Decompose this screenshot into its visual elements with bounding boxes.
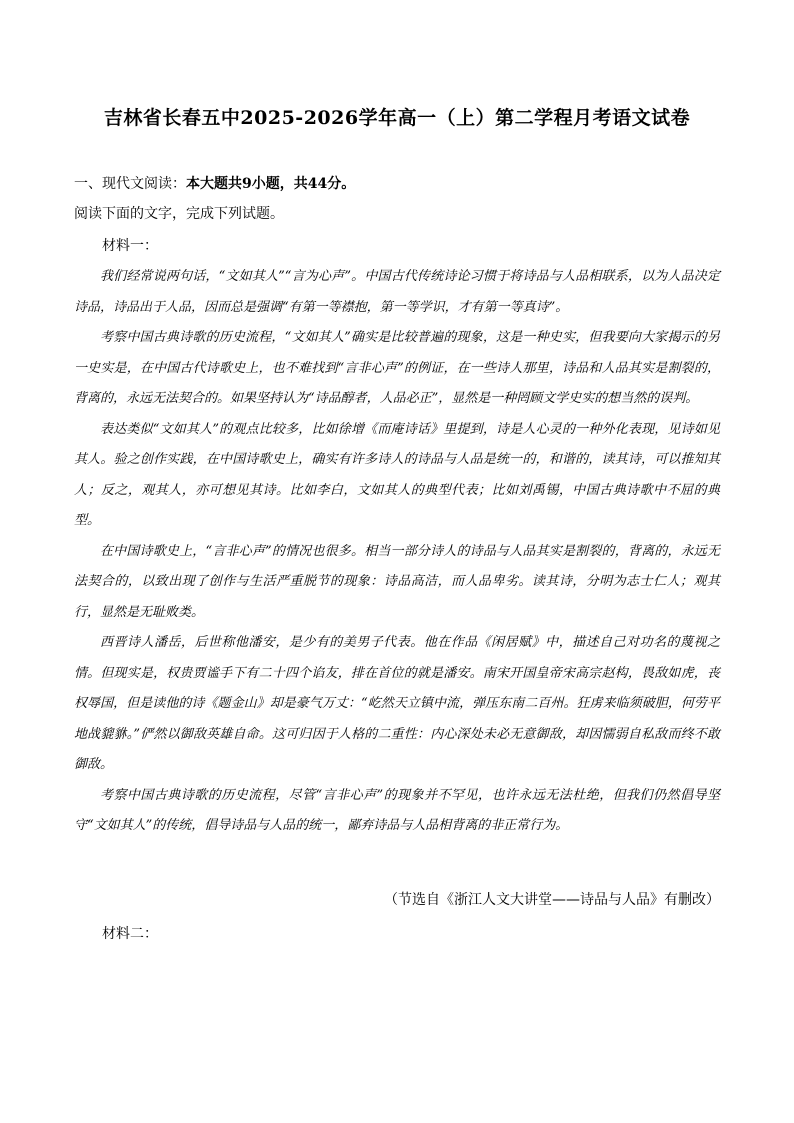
paragraph: 考察中国古典诗歌的历史流程，“文如其人”确实是比较普遍的现象，这是一种史实，但我要向大家揭示的另一史实是，在中国古代诗歌史上，也不难找到“言非心声”的例证，在一些诗人那里，诗品和人品其实是割裂的，背离的，永远无法契合的。如果坚持认为“诗品醇者，人品必正”，显然是一种罔顾文学史实的想当然的误判。 xyxy=(74,330,720,406)
material-two-label: 材料二： xyxy=(102,926,158,942)
material-one-label: 材料一： xyxy=(102,238,158,254)
paragraph: 我们经常说两句话，“文如其人”“言为心声”。中国古代传统诗论习惯于将诗品与人品相联系，以为人品决定诗品，诗品出于人品，因而总是强调“有第一等襟抱，第一等学识，才有第一等真诗”。 xyxy=(74,269,720,315)
material-one-body xyxy=(74,262,720,842)
reading-instruction: 阅读下面的文字，完成下列试题。 xyxy=(74,206,284,222)
paragraph: 表达类似“文如其人”的观点比较多，比如徐增《而庵诗话》里提到，诗是人心灵的一种外化表现，见诗如见其人。验之创作实践，在中国诗歌史上，确实有许多诗人的诗品与人品是统一的，和谐的，读其诗，可以推知其人；反之，观其人，亦可想见其诗。比如李白，文如其人的典型代表；比如刘禹锡，中国古典诗歌中不屈的典型。 xyxy=(74,421,720,528)
paragraph: 西晋诗人潘岳，后世称他潘安，是少有的美男子代表。他在作品《闲居赋》中，描述自己对功名的蔑视之情。但现实是，权贵贾谧手下有二十四个谄友，排在首位的就是潘安。南宋开国皇帝宋高宗赵构，畏敌如虎，丧权辱国，但是读他的诗《题金山》却是豪气万丈：“屹然天立镇中流，弹压东南二百州。狂虏来临须破胆，何劳平地战貔貅。”俨然以御敌英雄自命。这可归因于人格的二重性：内心深处未必无意御敌，却因懦弱自私敌而终不敢御敌。 xyxy=(74,635,720,772)
exam-title: 吉林省长春五中2025-2026学年高一（上）第二学程月考语文试卷 xyxy=(103,107,691,129)
section-heading-detail: 本大题共9小题，共44分。 xyxy=(186,176,356,192)
source-note: （节选自《浙江人文大讲堂——诗品与人品》有删改） xyxy=(384,892,720,908)
paragraph: 在中国诗歌史上，“言非心声”的情况也很多。相当一部分诗人的诗品与人品其实是割裂的，背离的，永远无法契合的，以致出现了创作与生活严重脱节的现象：诗品高洁，而人品卑劣。读其诗，分明为志士仁人；观其行，显然是无耻败类。 xyxy=(74,543,720,620)
paragraph: 考察中国古典诗歌的历史流程，尽管“言非心声”的现象并不罕见，也许永远无法杜绝，但我们仍然倡导坚守“文如其人”的传统，倡导诗品与人品的统一，鄙弃诗品与人品相背离的非正常行为。 xyxy=(74,787,720,833)
section-heading xyxy=(74,172,355,196)
section-heading-prefix: 一、现代文阅读： xyxy=(74,176,186,192)
